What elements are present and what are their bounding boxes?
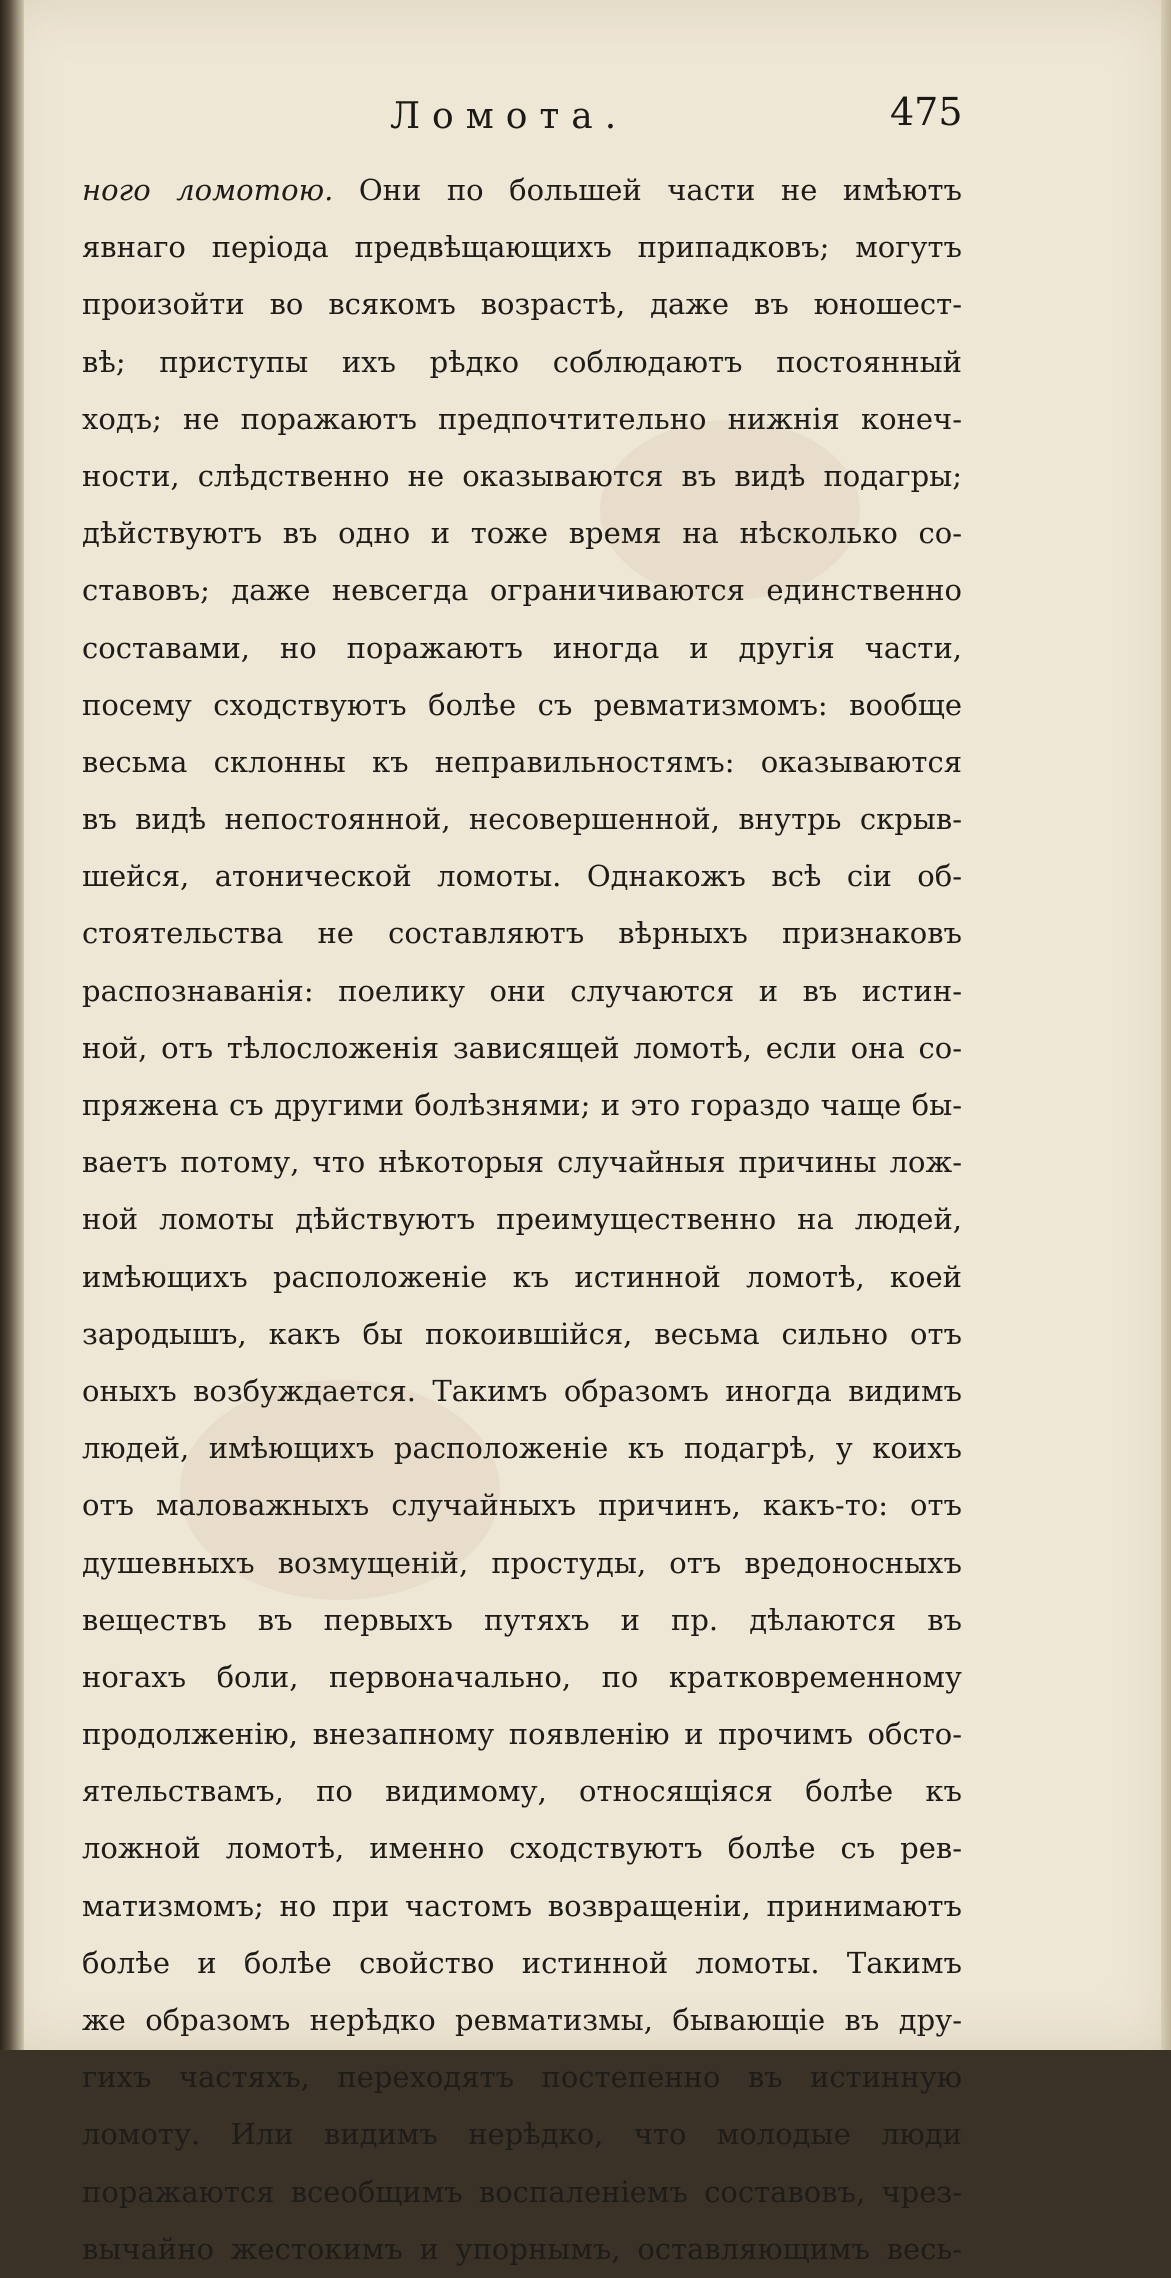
text-line: ломоту. Или видимъ нерѣдко, что молодые люди bbox=[82, 2117, 962, 2152]
text-line: матизмомъ; но при частомъ возвращеніи, принимаютъ bbox=[82, 1888, 962, 1923]
text-line: людей, имѣющихъ расположеніе къ подагрѣ, у коихъ bbox=[82, 1431, 962, 1466]
text-line: въ видѣ непостоянной, несовершенной, внутрь скрыв- bbox=[82, 802, 962, 837]
text-line: же образомъ нерѣдко ревматизмы, бывающіе въ дру- bbox=[82, 2003, 962, 2037]
text-line: весьма склонны къ неправильностямъ: оказываются bbox=[82, 744, 962, 779]
text-line: продолженію, внезапному появленію и прочимъ обсто- bbox=[82, 1717, 962, 1752]
text-line: явнаго періода предвѣщающихъ припадковъ; могутъ bbox=[82, 230, 962, 265]
page-header bbox=[0, 90, 1171, 150]
text-line: посему сходствуютъ болѣе съ ревматизмомъ: вообще bbox=[82, 687, 962, 722]
text-line: произойти во всякомъ возрастѣ, даже въ юношест- bbox=[82, 287, 962, 322]
text-line: шейся, атонической ломоты. Однакожъ всѣ сіи об- bbox=[82, 859, 962, 894]
page-edge bbox=[1161, 0, 1171, 2050]
text-line: ваетъ потому, что нѣкоторыя случайныя причины лож- bbox=[82, 1145, 962, 1180]
italic-fragment: ного ломотою. bbox=[82, 173, 334, 207]
text-line: зародышъ, какъ бы покоившійся, весьма сильно отъ bbox=[82, 1316, 962, 1351]
text-line: душевныхъ возмущеній, простуды, отъ вредоносныхъ bbox=[82, 1545, 962, 1580]
page-gutter-shadow bbox=[0, 0, 24, 2050]
text-line: пряжена съ другими болѣзнями; и это гораздо чаще бы- bbox=[82, 1088, 962, 1122]
text-line: ятельствамъ, по видимому, относящіяся болѣе къ bbox=[82, 1774, 962, 1809]
text-line bbox=[82, 162, 962, 219]
text-line: поражаются всеобщимъ воспаленіемъ составовъ, чрез- bbox=[82, 2174, 962, 2209]
text-line: ногахъ боли, первоначально, по кратковременному bbox=[82, 1659, 962, 1694]
text-line: составами, но поражаютъ иногда и другія части, bbox=[82, 630, 962, 665]
text-line: гихъ частяхъ, переходятъ постепенно въ истинную bbox=[82, 2060, 962, 2095]
text-line: ложной ломотѣ, именно сходствуютъ болѣе съ рев- bbox=[82, 1831, 962, 1866]
text-line: отъ маловажныхъ случайныхъ причинъ, какъ-то: отъ bbox=[82, 1488, 962, 1523]
text-line: веществъ въ первыхъ путяхъ и пр. дѣлаются въ bbox=[82, 1602, 962, 1637]
text-line: ной ломоты дѣйствуютъ преимущественно на людей, bbox=[82, 1202, 962, 1237]
text-line: имѣющихъ расположеніе къ истинной ломотѣ, коей bbox=[82, 1259, 962, 1294]
running-head: Ломота. bbox=[390, 96, 629, 137]
text-line: вычайно жестокимъ и упорнымъ, оставляющимъ весь- bbox=[82, 2231, 962, 2266]
text-line: ной, отъ тѣлосложенія зависящей ломотѣ, если она со- bbox=[82, 1030, 962, 1065]
line-text: Они по большей части не имѣютъ bbox=[358, 173, 963, 207]
text-line: стоятельства не составляютъ вѣрныхъ признаковъ bbox=[82, 916, 962, 951]
body-text bbox=[82, 162, 962, 2278]
text-line: болѣе и болѣе свойство истинной ломоты. Такимъ bbox=[82, 1945, 962, 1980]
text-line: распознаванія: поелику они случаются и въ истин- bbox=[82, 973, 962, 1008]
text-line: ставовъ; даже невсегда ограничиваются единственно bbox=[82, 573, 962, 608]
text-line: ходъ; не поражаютъ предпочтительно нижнія конеч- bbox=[82, 401, 962, 436]
page-number: 475 bbox=[890, 90, 963, 134]
text-line: дѣйствуютъ въ одно и тоже время на нѣсколько со- bbox=[82, 516, 962, 551]
text-line: вѣ; приступы ихъ рѣдко соблюдаютъ постоянный bbox=[82, 344, 962, 379]
text-line: оныхъ возбуждается. Такимъ образомъ иногда видимъ bbox=[82, 1373, 962, 1408]
text-line: ности, слѣдственно не оказываются въ видѣ подагры; bbox=[82, 458, 962, 493]
